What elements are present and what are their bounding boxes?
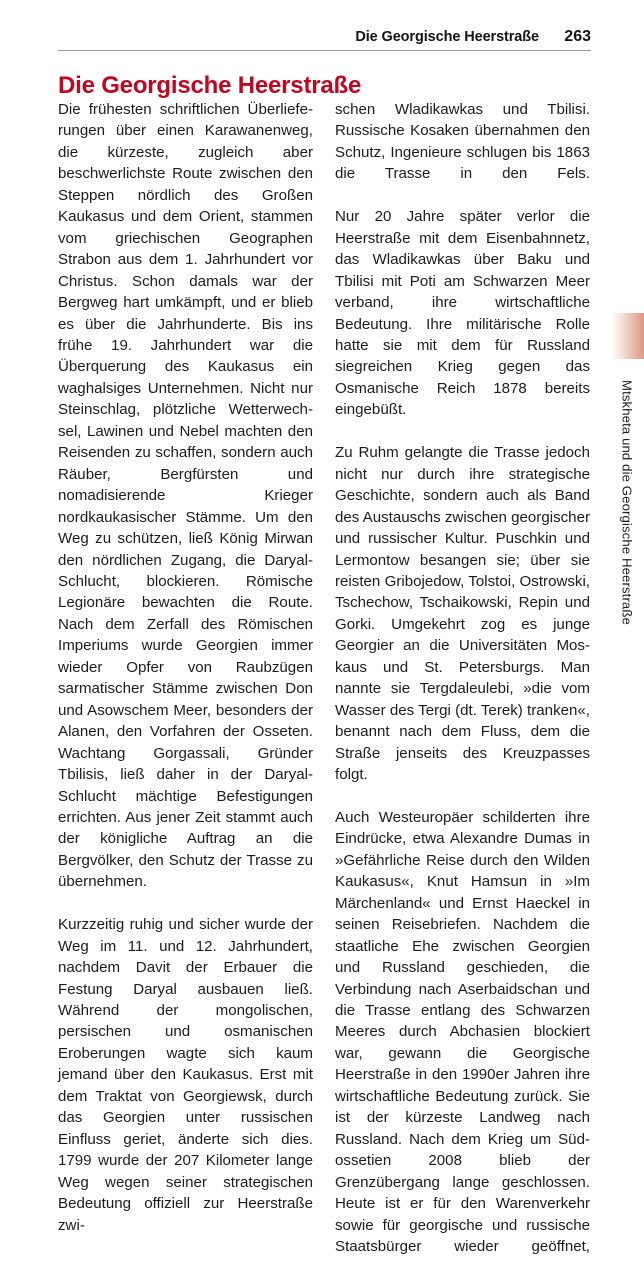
edge-section-label-text: Mtskheta und die Georgische Heerstraße: [619, 380, 635, 625]
paragraph: schen Wladikawkas und Tbilisi. Russische Kosaken übernahmen den Schutz, Ingenieure schlugen bis 1863 die Trasse in den Fels.: [335, 101, 590, 183]
paragraph: Auch Westeuropäer schilderten ihre Eindrücke, etwa Alexandre Dumas in »Gefährliche Reise durch den Wilden Kaukasus«, Knut Hamsun in »Im Märchenland« und Ernst Haeckel in seinen Reisebriefen. Nachdem die staatliche Ehe zwischen Georgien und Russland geschieden, die Verbindung nach Aserbaidschan und die Trasse entlang des Schwarzen Meeres durch Abchasien blockiert war, gewann die Georgische Heerstraße in den 1990er Jahren ihre wirtschaftliche Bedeutung zurück. Sie ist der kürzeste Landweg nach Russland. Nach dem Krieg um Südossetien 2008 blieb der Grenzübergang lange geschlossen. Heute ist er für den Warenverkehr sowie für georgische und russische Staatsbürger wieder geöffnet,: [335, 808, 590, 1256]
running-head-title: Die Georgische Heerstraße: [355, 29, 539, 45]
paragraph: Kurzzeitig ruhig und sicher wurde der Weg im 11. und 12. Jahrhundert, nachdem Davit der Erbauer die Festung Daryal ausbauen ließ. Während der mongolischen, persischen und osmanischen Eroberungen wagte sich kaum jemand über den Kaukasus. Erst mit dem Traktat von Georgiewsk, durch das Georgien unter russischen Einfluss geriet, änderte sich dies. 1799 wurde der 207 Kilometer lange Weg wegen seiner strategischen Bedeutung offiziell zur Heerstraße zwi: [58, 916, 313, 1234]
page-title: Die Georgische Heerstraße: [58, 72, 362, 100]
right-column: [335, 99, 590, 1256]
paragraph: Nur 20 Jahre später verlor die Heerstraße mit dem Eisenbahnnetz, das Wladikawkas über Baku und Tbilisi mit Poti am Schwarzen Meer verband, ihre wirtschaftliche Bedeutung. Ihre militärische Rolle hatte sie mit dem für Russland siegreichen Krieg gegen das Osmanische Reich 1878 bereits eingebüßt.: [335, 208, 590, 419]
edge-section-label: [614, 380, 640, 700]
paragraph: Zu Ruhm gelangte die Trasse jedoch nicht nur durch ihre strategische Geschichte, sondern auch als Band des Austauschs zwischen georgischer und russischer Kultur. Puschkin und Lermontow besangen sie; über sie reisten Gribojedow, Tolstoi, Ostrowski, Tschechow, Tschaikowski, Repin und Gorki. Umgekehrt zog es junge Georgier an die Universitäten Moskaus und St. Petersburgs. Man nannte sie Tergdaleulebi, »die vom Wasser des Tergi (dt. Terek) tranken«, benannt nach dem Fluss, dem die Straße jenseits des Kreuzpasses folgt.: [335, 444, 590, 784]
body-columns: [58, 99, 591, 1256]
left-column: [58, 99, 313, 1234]
edge-thumb-tab: [611, 313, 644, 359]
paragraph: Die frühesten schriftlichen Überlieferungen über einen Karawanenweg, die kürzeste, zugleich aber beschwerlichste Route zwischen den Steppen nördlich des Großen Kaukasus und dem Orient, stammen vom griechischen Geographen Strabon aus dem 1. Jahrhundert vor Christus. Schon damals war der Bergweg hart umkämpft, und er blieb es über die Jahrhunderte. Bis ins frühe 19. Jahrhundert war die Überquerung des Kaukasus ein waghalsiges Unternehmen. Nicht nur Steinschlag, plötzliche Wetterwechsel, Lawinen und Nebel machten den Reisenden zu schaffen, sondern auch Räuber, Bergfürsten und nomadisierende Krieger nordkaukasischer Stämme. Um den Weg zu schützen, ließ König Mirwan den nördlichen Zugang, die Daryal-Schlucht, blockieren. Römische Legionäre bewachten die Route. Nach dem Zerfall des Römischen Imperiums wurde Georgien immer wieder Opfer von Raubzügen sarmatischer Stämme zwischen Don und Asowschem Meer, besonders der Alanen, den Vorfahren der Osseten. Wachtang Gorgassali, Gründer Tbilisis, ließ daher in der Daryal-Schlucht mächtige Befestigungen errichten. Aus jener Zeit stammt auch der königliche Auftrag an die Bergvölker, den Schutz der Trasse zu übernehmen.: [58, 101, 313, 891]
header-rule: [58, 50, 591, 51]
page-number: 263: [564, 28, 591, 45]
running-head: [58, 28, 591, 46]
